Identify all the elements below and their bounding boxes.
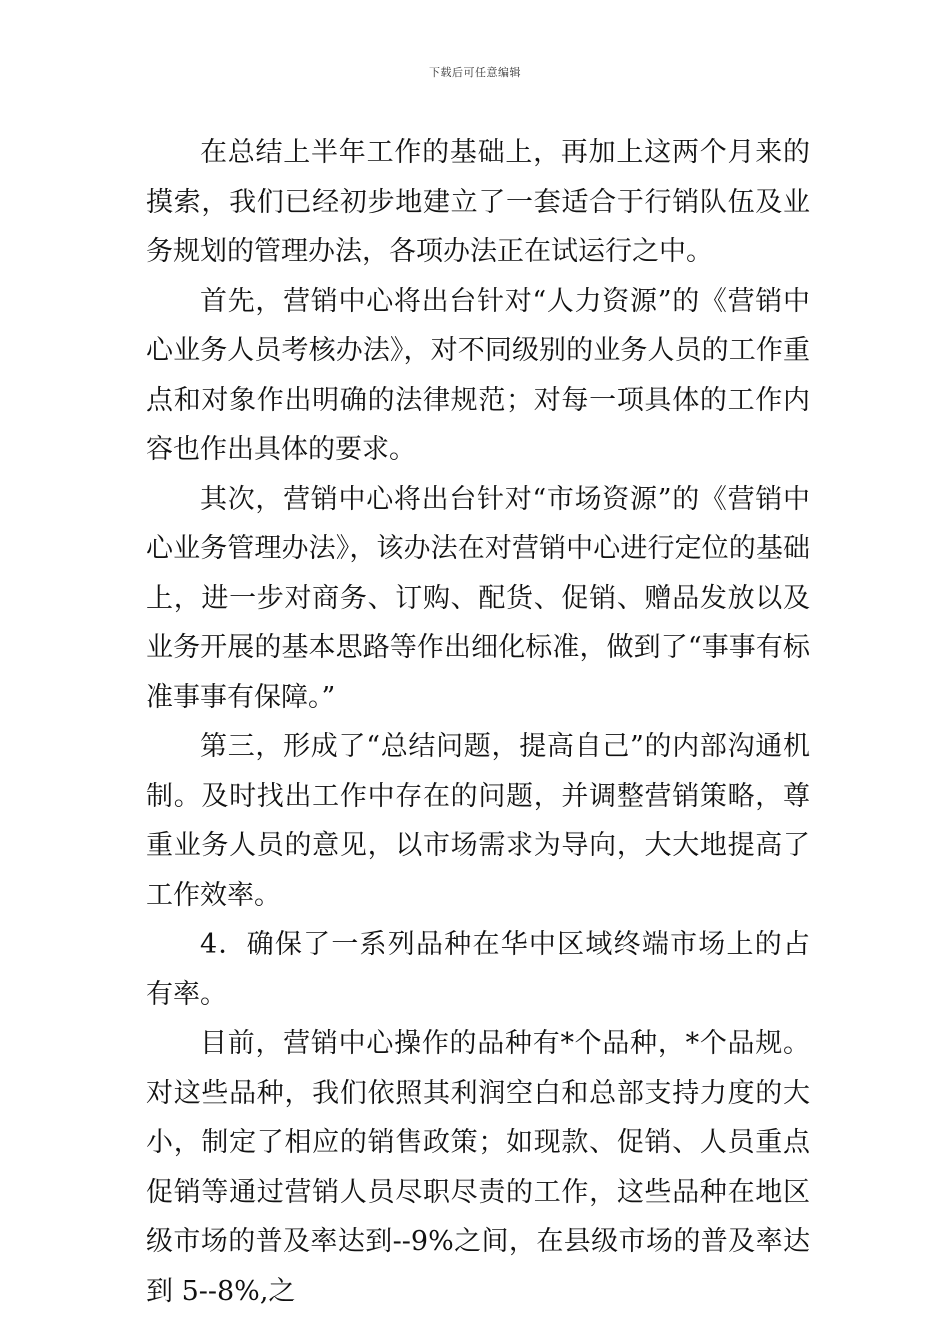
paragraph-summary: 在总结上半年工作的基础上，再加上这两个月来的摸索，我们已经初步地建立了一套适合于行销队伍及业务规划的管理办法，各项办法正在试运行之中。 xyxy=(146,137,810,267)
paragraph-first: 首先，营销中心将出台针对“人力资源”的《营销中心业务人员考核办法》，对不同级别的业务人员的工作重点和对象作出明确的法律规范；对每一项具体的工作内容也作出具体的要求。 xyxy=(146,285,810,465)
paragraph-second: 其次，营销中心将出台针对“市场资源”的《营销中心业务管理办法》，该办法在对营销中心进行定位的基础上，进一步对商务、订购、配货、促销、赠品发放以及业务开展的基本思路等作出细化标准，做到了“事事有标准事事有保障。” xyxy=(146,483,810,713)
paragraph-third: 第三，形成了“总结问题，提高自己”的内部沟通机制。及时找出工作中存在的问题，并调整营销策略，尊重业务人员的意见，以市场需求为导向，大大地提高了工作效率。 xyxy=(146,731,810,911)
paragraph-current: 目前，营销中心操作的品种有*个品种，*个品规。对这些品种，我们依照其利润空白和总部支持力度的大小，制定了相应的销售政策；如现款、促销、人员重点促销等通过营销人员尽职尽责的工作，这些品种在地区级市场的普及率达到--9%之间，在县级市场的普及率达到 5--8%,之 xyxy=(146,1028,810,1307)
paragraph-section-4: 4．确保了一系列品种在华中区域终端市场上的占有率。 xyxy=(146,929,810,1010)
header-note: 下载后可任意编辑 xyxy=(429,66,521,79)
document-body xyxy=(146,128,810,1316)
